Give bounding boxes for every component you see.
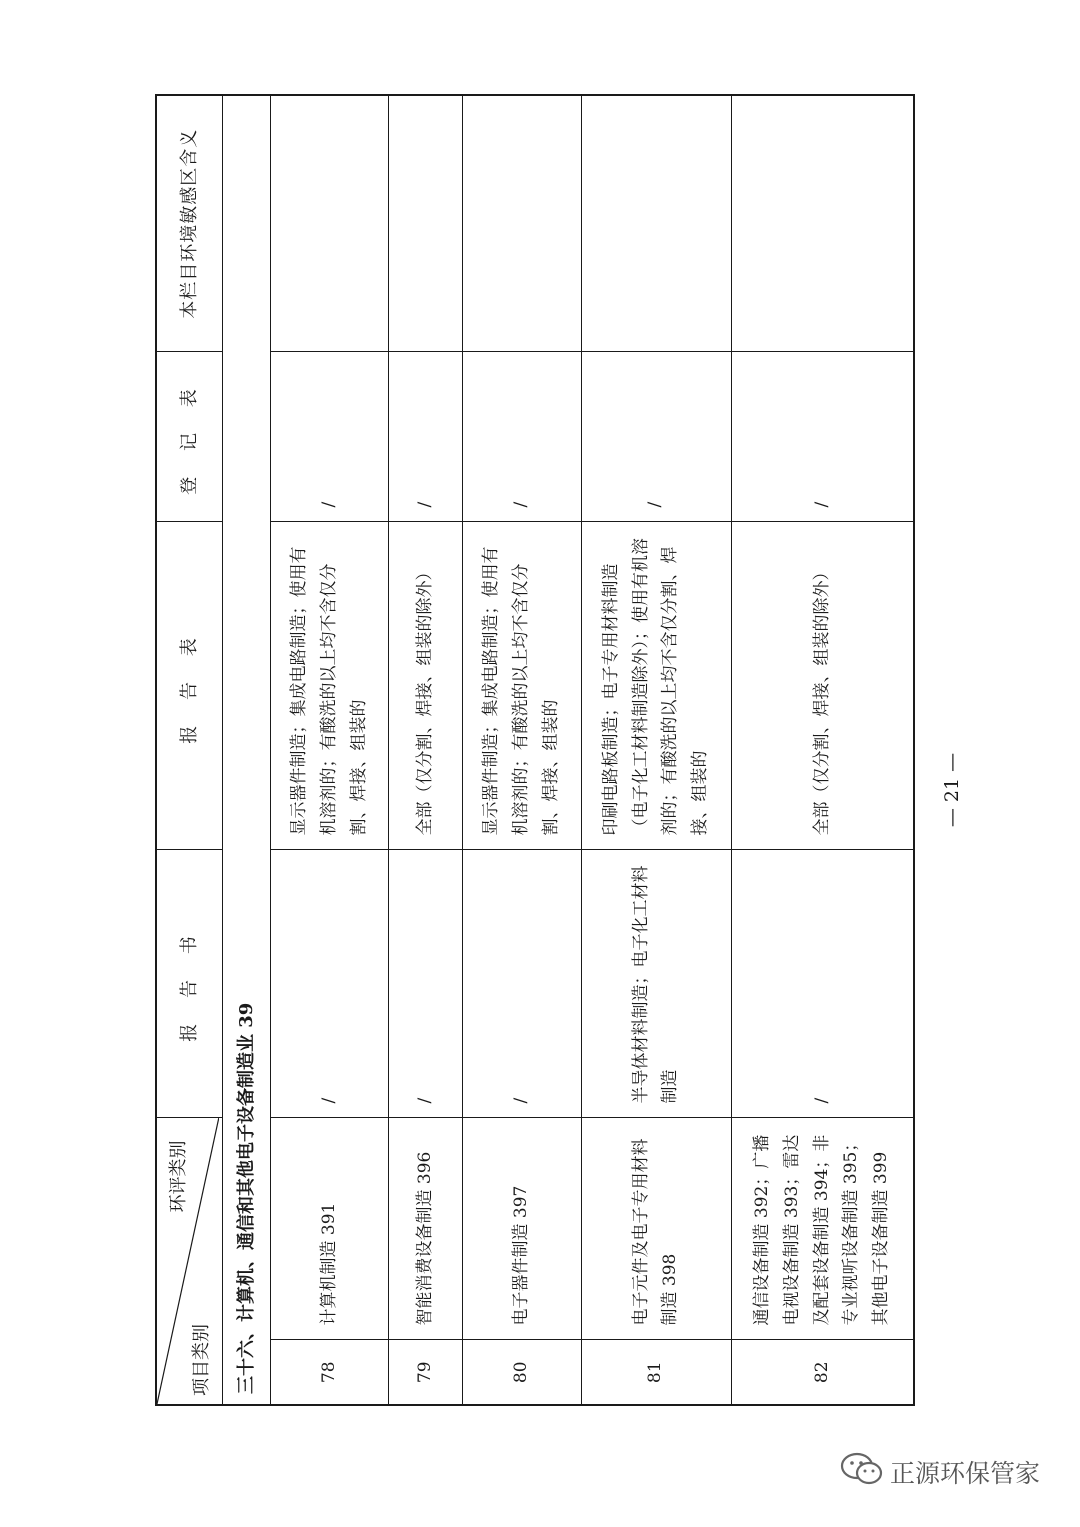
row-number: 80 bbox=[463, 1340, 581, 1405]
registration-form-cell: / bbox=[463, 352, 581, 522]
section-row bbox=[222, 95, 270, 1405]
report-form-cell: 印刷电路板制造；电子专用材料制造（电子化工材料制造除外）；使用有机溶剂的；有酸洗的以上均不含仅分割、焊接、组装的 bbox=[581, 522, 731, 850]
wechat-icon bbox=[840, 1452, 884, 1492]
header-corner-cell bbox=[156, 1118, 222, 1405]
registration-form-cell: / bbox=[731, 352, 914, 522]
registration-form-cell: / bbox=[389, 352, 463, 522]
header-sensitive-area-meaning: 本栏目环境敏感区含义 bbox=[156, 95, 222, 352]
project-category-cell: 电子元件及电子专用材料制造 398 bbox=[581, 1118, 731, 1340]
page-number: — 21 — bbox=[941, 752, 963, 828]
report-book-cell: / bbox=[389, 850, 463, 1118]
row-number: 82 bbox=[731, 1340, 914, 1405]
report-book-cell: / bbox=[271, 850, 389, 1118]
table-row bbox=[389, 95, 463, 1405]
registration-form-cell: / bbox=[581, 352, 731, 522]
registration-form-cell: / bbox=[271, 352, 389, 522]
report-form-cell: 全部（仅分割、焊接、组装的除外） bbox=[731, 522, 914, 850]
report-book-cell: / bbox=[463, 850, 581, 1118]
table-row bbox=[581, 95, 731, 1405]
report-form-cell: 全部（仅分割、焊接、组装的除外） bbox=[389, 522, 463, 850]
report-book-cell: 半导体材料制造；电子化工材料制造 bbox=[581, 850, 731, 1118]
sensitive-area-cell bbox=[389, 95, 463, 352]
header-report-form: 报 告 表 bbox=[156, 522, 222, 850]
project-category-cell: 电子器件制造 397 bbox=[463, 1118, 581, 1340]
row-number: 81 bbox=[581, 1340, 731, 1405]
table-row bbox=[731, 95, 914, 1405]
section-title: 三十六、计算机、通信和其他电子设备制造业 39 bbox=[222, 95, 270, 1405]
header-report-book: 报 告 书 bbox=[156, 850, 222, 1118]
header-eia-category: 环评类别 bbox=[168, 1140, 189, 1213]
eia-classification-table bbox=[155, 94, 915, 1406]
report-form-cell: 显示器件制造；集成电路制造；使用有机溶剂的；有酸洗的以上均不含仅分割、焊接、组装的 bbox=[463, 522, 581, 850]
sensitive-area-cell bbox=[271, 95, 389, 352]
header-project-category: 项目类别 bbox=[191, 1324, 213, 1396]
rotated-table-container bbox=[155, 96, 915, 1406]
row-number: 78 bbox=[271, 1340, 389, 1405]
sensitive-area-cell bbox=[463, 95, 581, 352]
header-registration-form: 登 记 表 bbox=[156, 352, 222, 522]
sensitive-area-cell bbox=[581, 95, 731, 352]
table-row bbox=[271, 95, 389, 1405]
watermark-text: 正源环保管家 bbox=[890, 1459, 1041, 1488]
report-form-cell: 显示器件制造；集成电路制造；使用有机溶剂的；有酸洗的以上均不含仅分割、焊接、组装的 bbox=[271, 522, 389, 850]
project-category-cell: 智能消费设备制造 396 bbox=[389, 1118, 463, 1340]
report-book-cell: / bbox=[731, 850, 914, 1118]
table-row bbox=[463, 95, 581, 1405]
project-category-cell: 计算机制造 391 bbox=[271, 1118, 389, 1340]
row-number: 79 bbox=[389, 1340, 463, 1405]
sensitive-area-cell bbox=[731, 95, 914, 352]
watermark bbox=[840, 1452, 1040, 1492]
header-row bbox=[156, 95, 222, 1405]
project-category-cell: 通信设备制造 392；广播电视设备制造 393；雷达及配套设备制造 394；非专业视听设备制造 395；其他电子设备制造 399 bbox=[731, 1118, 914, 1340]
